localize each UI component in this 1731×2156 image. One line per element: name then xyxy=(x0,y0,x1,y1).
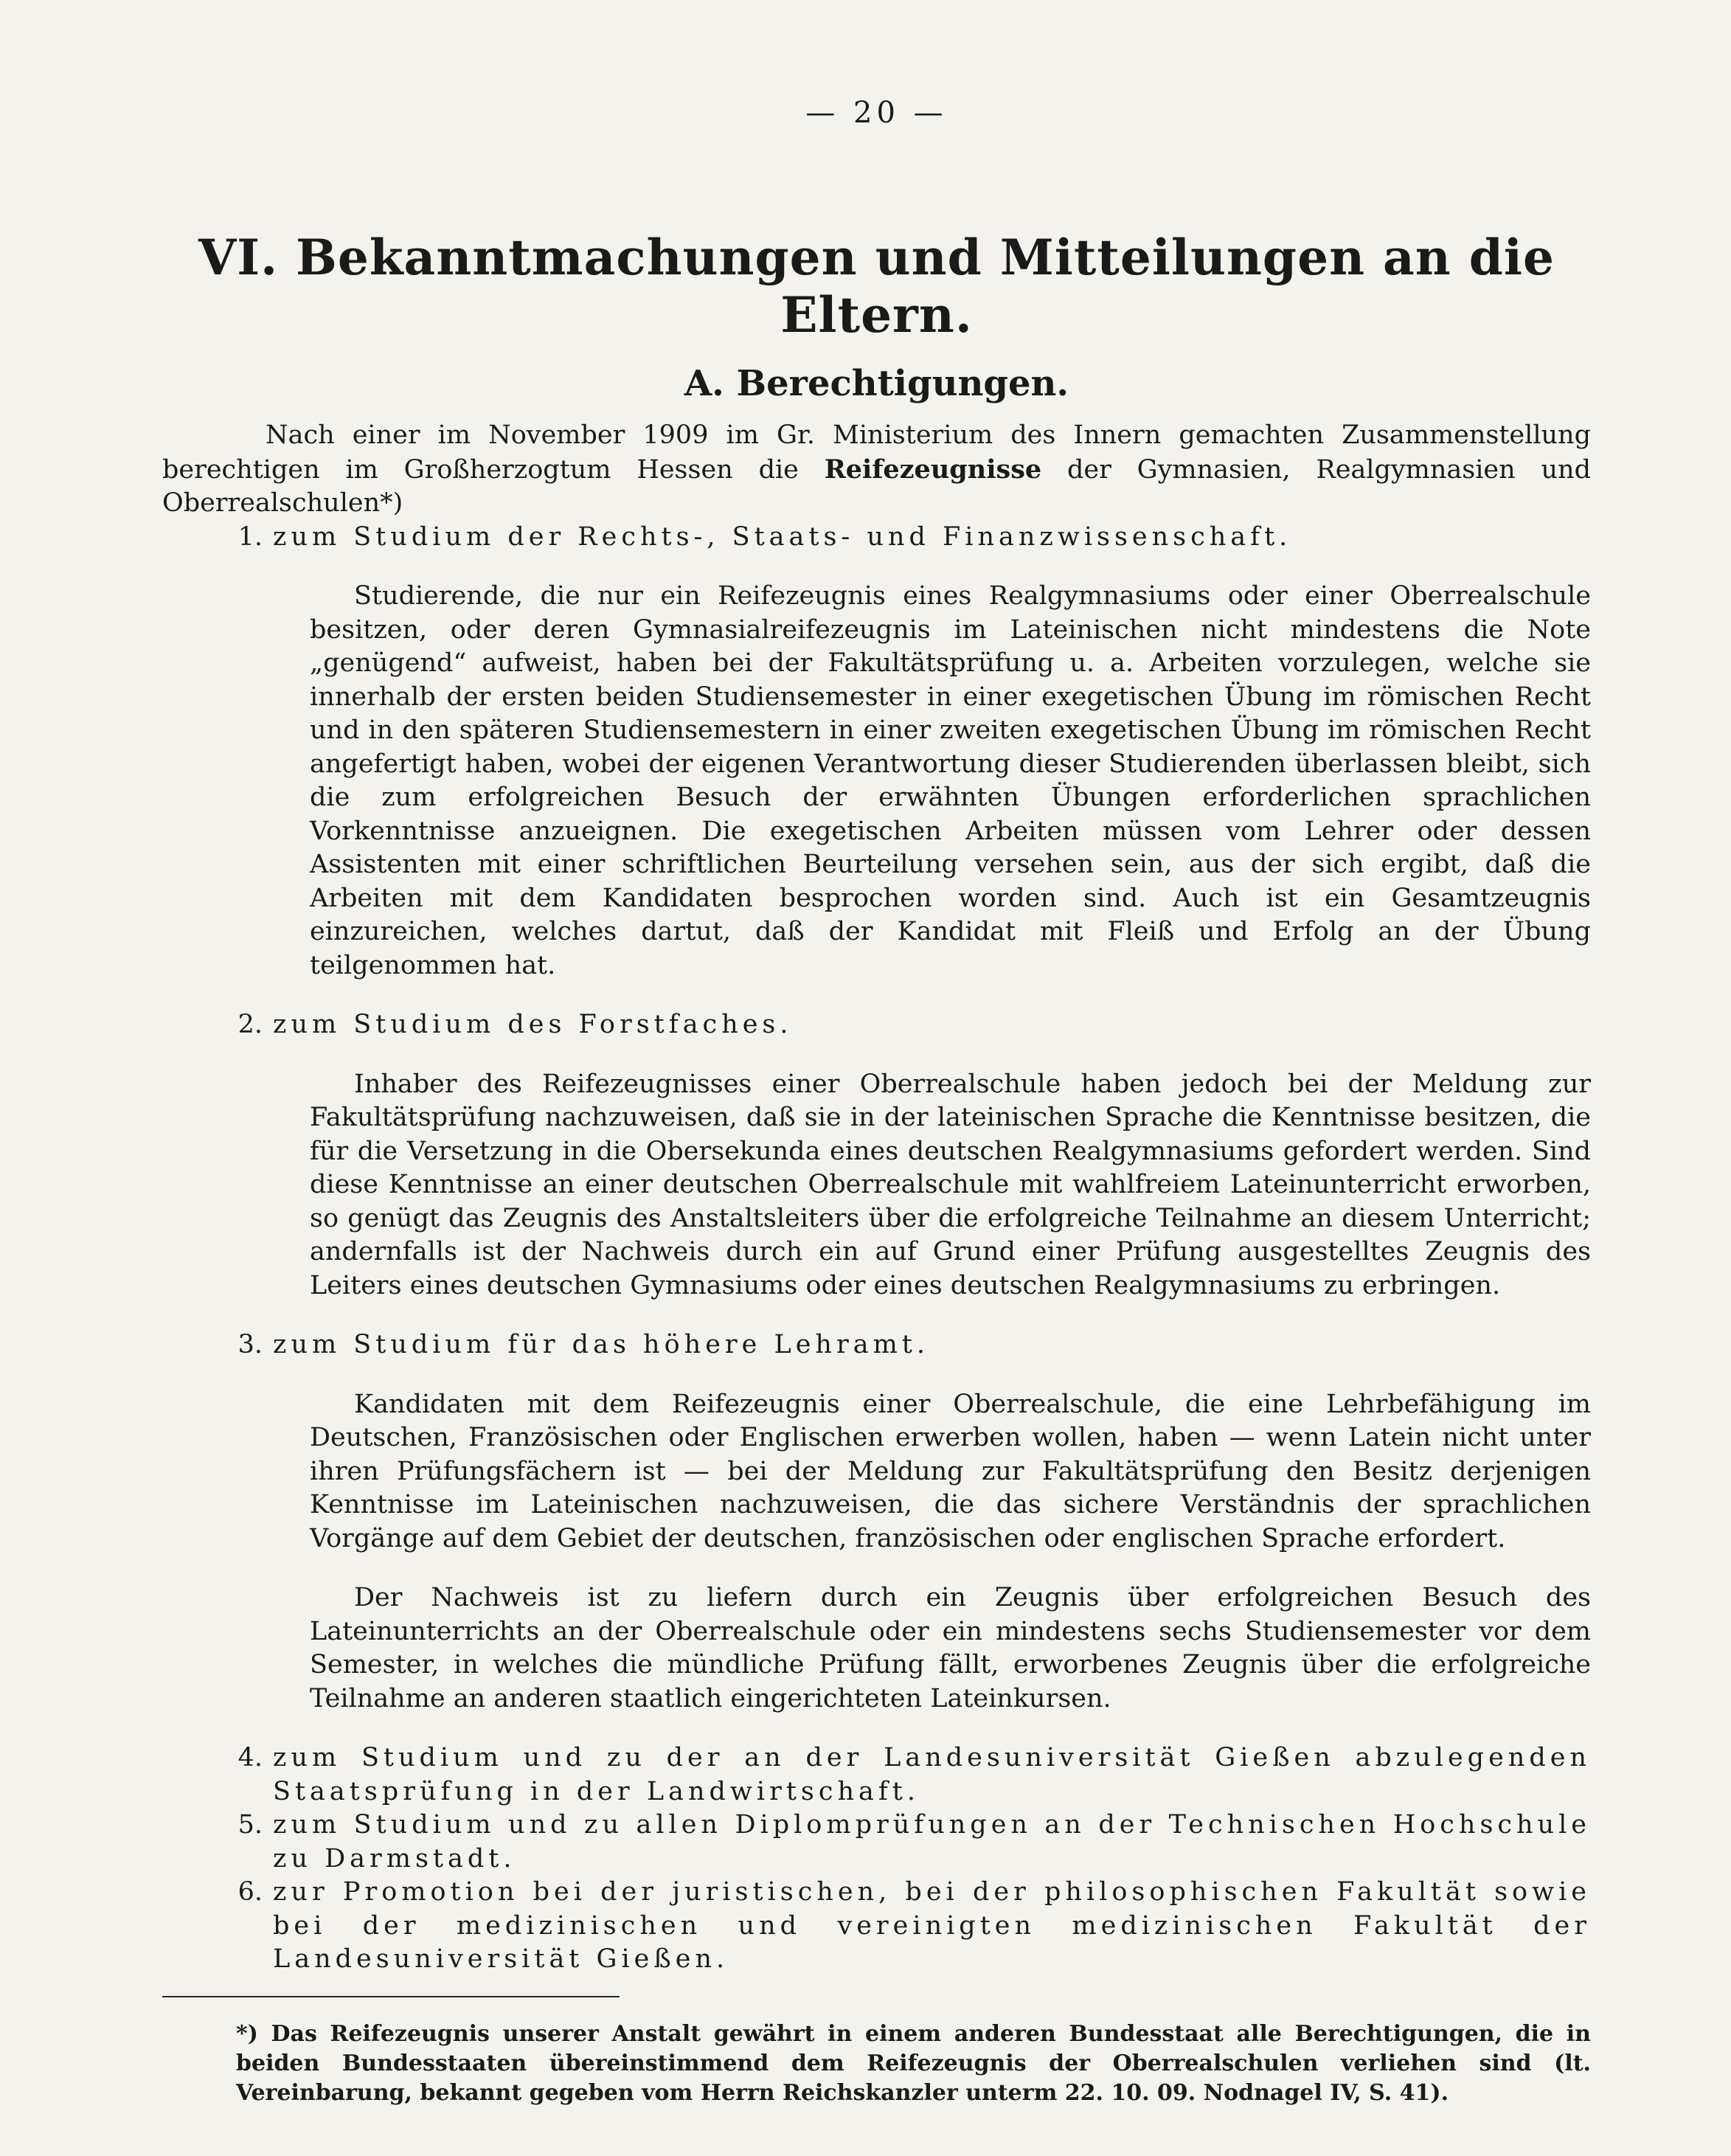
list-item-title: zum Studium des Forstfaches. xyxy=(273,1010,793,1039)
list-item-number: 4. xyxy=(237,1743,263,1772)
item-3-paragraph-1: Kandidaten mit dem Reifezeugnis einer Oberrealschule, die eine Lehrbefähigung im Deutschen, Französischen oder Englischen erwerben wollen, haben — wenn Latein nicht unter ihren Prüfungsfächern ist — bei der Meldung zur Fakultätsprüfung den Besitz derjenigen Kenntnisse im Lateinischen nachzuweisen, die das sichere Verständnis der sprachlichen Vorgänge auf dem Gebiet der deutschen, französischen oder englischen Sprache erfordert. xyxy=(310,1389,1591,1553)
list-item-number: 1. xyxy=(237,521,263,552)
intro-paragraph xyxy=(162,419,1591,521)
intro-bold-term: Reifezeugnisse xyxy=(824,454,1042,485)
footnote: *) Das Reifezeugnis unserer Anstalt gewährt in einem anderen Bundesstaat alle Berechtigungen, die in beiden Bundesstaaten übereinstimmend dem Reifezeugnis der Oberrealschulen verliehen sind (lt. Vereinbarung, bekannt gegeben vom Herrn Reichskanzler unterm 22. 10. 09. Nodnagel IV, S. 41). xyxy=(236,2020,1591,2106)
page-number: — 20 — xyxy=(805,96,948,130)
intro-text-after: der Gymnasien, Realgymnasien und Oberrealschulen*) xyxy=(162,454,1591,518)
list-item-2 xyxy=(162,1008,1591,1042)
item-3-paragraph-2: Der Nachweis ist zu liefern durch ein Zeugnis über erfolgreichen Besuch des Lateinunterrichts an der Oberrealschule oder ein mindestens sechs Studiensemester vor dem Semester, in welches die mündliche Prüfung fällt, erworbenes Zeugnis über die erfolgreiche Teilnahme an anderen staatlich eingerichteten Lateinkursen. xyxy=(310,1583,1591,1713)
section-subheading: A. Berechtigungen. xyxy=(684,363,1069,404)
list-item-6 xyxy=(162,1876,1591,1977)
list-item-3 xyxy=(162,1328,1591,1362)
item-1-paragraph: Studierende, die nur ein Reifezeugnis eines Realgymnasiums oder einer Oberrealschule besitzen, oder deren Gymnasialreifezeugnis im Lateinischen nicht mindestens die Note „genügend“ aufweist, haben bei der Fakultätsprüfung u. a. Arbeiten vorzulegen, welche sie innerhalb der ersten beiden Studiensemester in einer exegetischen Übung im römischen Recht und in den späteren Studiensemestern in einer zweiten exegetischen Übung im römischen Recht angefertigt haben, wobei der eigenen Verantwortung dieser Studierenden überlassen bleibt, sich die zum erfolgreichen Besuch der erwähnten Übungen erforderlichen sprachlichen Vorkenntnisse anzueignen. Die exegetischen Arbeiten müssen vom Lehrer oder dessen Assistenten mit einer schriftlichen Beurteilung versehen sein, aus der sich ergibt, daß die Arbeiten mit dem Kandidaten besprochen worden sind. Auch ist ein Gesamtzeugnis einzureichen, welches dartut, daß der Kandidat mit Fleiß und Erfolg an der Übung teilgenommen hat. xyxy=(310,581,1591,980)
list-item-4 xyxy=(162,1741,1591,1809)
list-item-title: zum Studium und zu der an der Landesuniversität Gießen abzulegenden Staatsprüfung in der Landwirtschaft. xyxy=(273,1743,1591,1806)
list-item-number: 3. xyxy=(237,1330,263,1359)
list-item-number: 5. xyxy=(237,1810,263,1840)
list-item-number: 2. xyxy=(237,1010,263,1039)
list-item-1 xyxy=(162,521,1591,555)
intro-text-before: Nach einer im November 1909 im Gr. Ministerium des Innern gemachten Zusammenstellung berechtigen im Großherzogtum Hessen die xyxy=(162,420,1591,485)
list-item-title: zum Studium der Rechts-, Staats- und Finanzwissenschaft. xyxy=(273,521,1292,552)
footnote-divider xyxy=(162,1996,620,1997)
section-heading: VI. Bekanntmachungen und Mitteilungen an die Eltern. xyxy=(198,229,1555,344)
list-item-5 xyxy=(162,1809,1591,1876)
list-item-number: 6. xyxy=(237,1877,263,1907)
item-2-paragraph: Inhaber des Reifezeugnisses einer Oberrealschule haben jedoch bei der Meldung zur Fakultätsprüfung nachzuweisen, daß sie in der lateinischen Sprache die Kenntnisse besitzen, die für die Versetzung in die Obersekunda eines deutschen Realgymnasiums gefordert werden. Sind diese Kenntnisse an einer deutschen Oberrealschule mit wahlfreiem Lateinunterricht erworben, so genügt das Zeugnis des Anstaltsleiters über die erfolgreiche Teilnahme an diesem Unterricht; andernfalls ist der Nachweis durch ein auf Grund einer Prüfung ausgestelltes Zeugnis des Leiters eines deutschen Gymnasiums oder eines deutschen Realgymnasiums zu erbringen. xyxy=(310,1069,1591,1300)
list-item-title: zur Promotion bei der juristischen, bei der philosophischen Fakultät sowie bei der medizinischen und vereinigten medizinischen Fakultät der Landesuniversität Gießen. xyxy=(273,1877,1591,1974)
list-item-title: zum Studium und zu allen Diplomprüfungen an der Technischen Hochschule zu Darmstadt. xyxy=(273,1810,1591,1873)
list-item-title: zum Studium für das höhere Lehramt. xyxy=(273,1330,929,1359)
